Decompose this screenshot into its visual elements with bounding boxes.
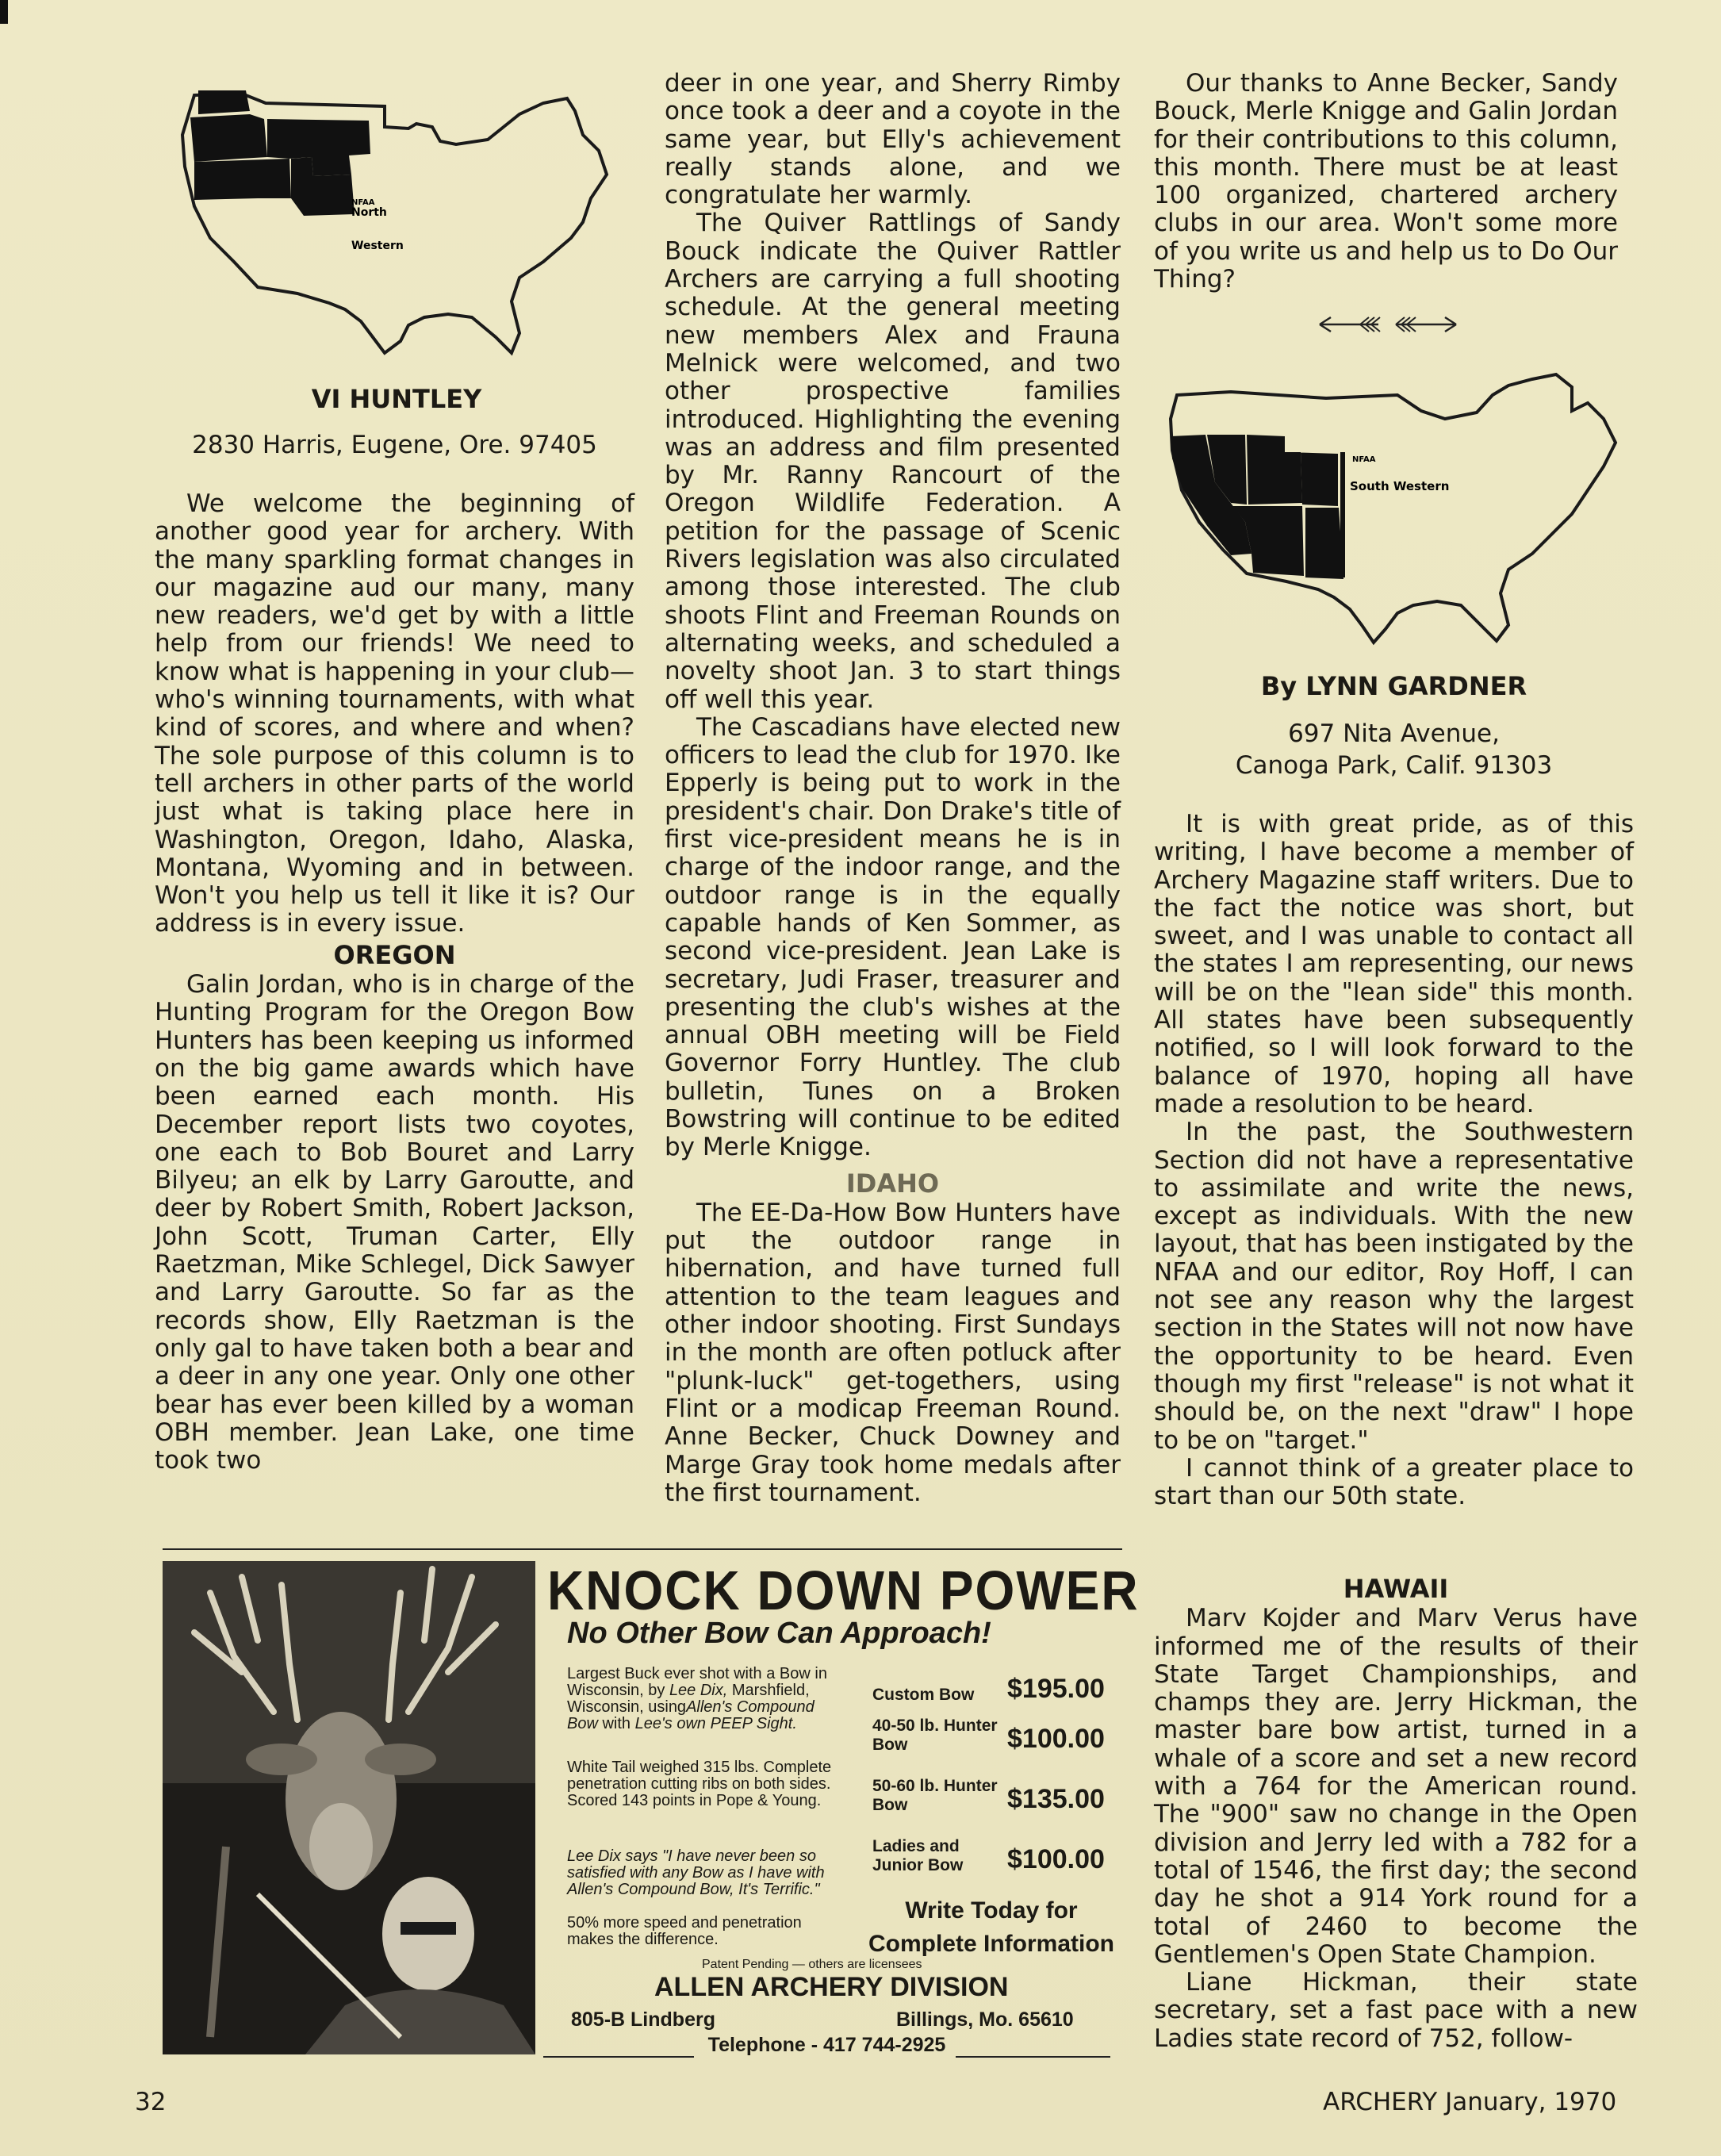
page-number: 32 bbox=[135, 2088, 167, 2116]
ad-text-buck-a: Largest Buck ever shot with a Bow in Wisconsin, by bbox=[567, 1665, 827, 1699]
nw-map-nfaa: NFAA bbox=[351, 198, 375, 207]
oregon-paragraph-1: Galin Jordan, who is in charge of the Hunting Program for the Oregon Bow Hunters has been keeping us informed on the big game awards which have been earned each month. His December report lists two coyotes, one each to Bob Bouret and Larry Bilyeu; an elk by Larry Garoutte, and deer by Robert Smith, Robert Jackson, John Scott, Truman Carter, Elly Raetzman, Mike Schlegel, Dick Sawyer and Larry Garoutte. So far as the records show, Elly Raetzman is the only gal to have taken both a bear and a deer in any one year. Only one other bear has ever been killed by a woman OBH member. Jean Lake, one time took two bbox=[155, 970, 634, 1475]
northwest-address: 2830 Harris, Eugene, Ore. 97405 bbox=[192, 431, 597, 459]
ad-text-buck-bow: Allen's Compound Bow bbox=[567, 1698, 815, 1732]
nw-intro-paragraph: We welcome the beginning of another good year for archery. With the many sparkling format changes in our magazine aud our many, many new readers, we'd get by with a little help from our friends! We need to know what is happening in your club—who's winning tournaments, with what kind of scores, and where and when? The sole purpose of this column is to tell archers in other parts of the world just what is taking place here in Washington, Oregon, Idaho, Alaska, Montana, Wyoming and in between. Won't you help us tell it like it is? Our address is in every issue. bbox=[155, 489, 634, 938]
write-today-line1: Write Today for bbox=[905, 1897, 1078, 1924]
column-3-top bbox=[1154, 70, 1618, 293]
northwest-author: VI HUNTLEY bbox=[311, 384, 482, 414]
northwestern-section-map bbox=[171, 79, 631, 365]
thanks-paragraph: Our thanks to Anne Becker, Sandy Bouck, Merle Knigge and Galin Jordan for their contributions to this column, this month. There must be at least 100 organized, chartered archery clubs in our area. Won't some more of you write us and help us to Do Our Thing? bbox=[1154, 69, 1618, 294]
column-3-bottom bbox=[1154, 1572, 1638, 2053]
southwestern-section-map bbox=[1159, 363, 1643, 649]
price-row-ladies-junior bbox=[872, 1837, 1110, 1875]
advertisement-top-rule bbox=[163, 1548, 1122, 1550]
ad-subheadline: No Other Bow Can Approach! bbox=[567, 1617, 991, 1650]
company-phone: Telephone - 417 744-2925 bbox=[707, 2034, 946, 2056]
ad-text-buck-b: Marshfield, Wisconsin, using bbox=[567, 1682, 810, 1716]
sw-paragraph-3: I cannot think of a greater place to start than our 50th state. bbox=[1154, 1453, 1634, 1511]
phone-rule-right bbox=[956, 2056, 1110, 2058]
price-label: Ladies and Junior Bow bbox=[872, 1837, 964, 1874]
ad-text-weight: White Tail weighed 315 lbs. Complete penetration cutting ribs on both sides. Scored 143 points in Pope & Young. bbox=[567, 1759, 832, 1809]
write-today-callout bbox=[860, 1894, 1122, 1961]
ad-text-quote: Lee Dix says "I have never been so satisfied with any Bow as I have with Allen's Compound Bow, It's Terrific." bbox=[567, 1847, 825, 1898]
oregon-paragraph-2: The Quiver Rattlings of Sandy Bouck indicate the Quiver Rattler Archers are carrying a full shooting schedule. At the general meeting new members Alex and Frauna Melnick were welcomed, and two other prospective families introduced. Highlighting the evening was an address and film presented by Mr. Ranny Rancourt of the Oregon Wildlife Federation. A petition for the passage of Scenic Rivers legislation was also circulated among those interested. The club shoots Flint and Freeman Rounds on alternating weeks, and scheduled a novelty shoot Jan. 3 to start things off well this year. bbox=[665, 209, 1121, 714]
southwest-address-line1: 697 Nita Avenue, bbox=[1288, 719, 1500, 748]
nw-map-label-line2: Western bbox=[351, 240, 404, 252]
oregon-paragraph-3: The Cascadians have elected new officers to lead the club for 1970. Ike Epperly is being put to work in the president's chair. Don Drake's title of first vice-president means he is in charge of the indoor range, and the outdoor range is in the equally capable hands of Ken Sommer, as second vice-president. Jean Lake is secretary, Judi Fraser, treasurer and presenting the club's wishes at the annual OBH meeting will be Field Governor Forry Huntley. The club bulletin, Tunes on a Broken Bowstring will continue to be edited by Merle Knigge. bbox=[665, 712, 1121, 1162]
southwest-author: By LYNN GARDNER bbox=[1260, 671, 1527, 701]
column-3-middle bbox=[1154, 811, 1634, 1510]
company-city: Billings, Mo. 65610 bbox=[896, 2008, 1074, 2031]
sw-map-nfaa: NFAA bbox=[1352, 455, 1376, 464]
ad-text-speed: 50% more speed and penetration makes the difference. bbox=[567, 1914, 802, 1948]
price-row-50-60 bbox=[872, 1777, 1110, 1815]
column-2 bbox=[665, 70, 1121, 1507]
washington-oregon-shape bbox=[190, 114, 267, 162]
price-amount: $100.00 bbox=[1007, 1844, 1105, 1874]
ad-text-buck-name: Lee Dix, bbox=[669, 1682, 728, 1699]
ad-text-buck-c: with bbox=[597, 1715, 635, 1732]
arrows-divider-icon bbox=[1317, 311, 1459, 338]
oregon-heading: OREGON bbox=[333, 939, 456, 970]
scan-edge-mark bbox=[0, 0, 8, 24]
hawaii-paragraph-2: Liane Hickman, their state secretary, set a fast pace with a new Ladies state record of 752, follow- bbox=[1154, 1968, 1638, 2053]
price-label: Custom Bow bbox=[872, 1686, 975, 1704]
column-1 bbox=[155, 490, 634, 1475]
ad-headline: KNOCK DOWN POWER bbox=[547, 1559, 1140, 1621]
price-row-custom bbox=[872, 1674, 1110, 1705]
southwest-address-line2: Canoga Park, Calif. 91303 bbox=[1235, 751, 1553, 780]
hawaii-paragraph-1: Marv Kojder and Marv Verus have informed me of the results of their State Target Championships, and champs they are. Jerry Hickman, the master bare bow artist, turned in a whale of a score and set a new record with a 764 for the American round. The "900" saw no change in the Open division and Jerry led with a 782 for a total of 1546, the first day; the second day he shot a 914 York round for a total of 2460 to become the Gentlemen's Open State Champion. bbox=[1154, 1604, 1638, 1969]
ad-text-buck-sight: Lee's own PEEP Sight. bbox=[634, 1715, 797, 1732]
sw-paragraph-1: It is with great pride, as of this writing, I have become a member of Archery Magazine staff writers. Due to the fact the notice was short, but sweet, and I was unable to contact all the states I am representing, our news will be on the "lean side" this month. All states have been subsequently notified, so I will look forward to the balance of 1970, hoping all have made a resolution to be heard. bbox=[1154, 810, 1634, 1118]
hunter-with-buck-photo bbox=[163, 1561, 535, 2054]
price-row-40-50 bbox=[872, 1717, 1110, 1755]
ad-text-buck bbox=[567, 1666, 845, 1732]
idaho-paragraph: The EE-Da-How Bow Hunters have put the outdoor range in hibernation, and have turned full attention to the team leagues and other indoor shooting. First Sundays in the month are often potluck after "plunk-luck" get-togethers, using Flint or a modicap Freeman Round. Anne Becker, Chuck Downey and Marge Gray took home medals after the first tournament. bbox=[665, 1198, 1121, 1507]
price-amount: $135.00 bbox=[1007, 1784, 1105, 1814]
sw-map-label: South Western bbox=[1350, 479, 1450, 493]
idaho-heading: IDAHO bbox=[845, 1168, 940, 1199]
oregon-paragraph-1-continued: deer in one year, and Sherry Rimby once took a deer and a coyote in the same year, but Elly's achievement really stands alone, and we congratulate her warmly. bbox=[665, 69, 1121, 210]
company-name: ALLEN ARCHERY DIVISION bbox=[654, 1972, 1009, 2002]
patent-notice: Patent Pending — others are licensees bbox=[702, 1958, 922, 1971]
company-street: 805-B Lindberg bbox=[571, 2008, 715, 2031]
sw-paragraph-2: In the past, the Southwestern Section did not have a representative to assimilate and write the news, except as individuals. With the new layout, that has been instigated by the NFAA and our editor, Roy Hoff, I can not see any reason why the largest section in the States will not now have the opportunity to be heard. Even though my first "release" is not what it should be, on the next "draw" I hope to be on "target." bbox=[1154, 1118, 1634, 1455]
price-amount: $195.00 bbox=[1007, 1674, 1105, 1704]
price-label: 50-60 lb. Hunter Bow bbox=[872, 1777, 998, 1814]
magazine-issue: ARCHERY January, 1970 bbox=[1323, 2088, 1617, 2116]
hawaii-heading: HAWAII bbox=[1343, 1574, 1449, 1604]
price-amount: $100.00 bbox=[1007, 1724, 1105, 1754]
price-label: 40-50 lb. Hunter Bow bbox=[872, 1717, 998, 1754]
write-today-line2: Complete Information bbox=[868, 1931, 1114, 1957]
nw-map-label-line1: North bbox=[351, 206, 387, 219]
allen-archery-advertisement bbox=[163, 1559, 1140, 2061]
